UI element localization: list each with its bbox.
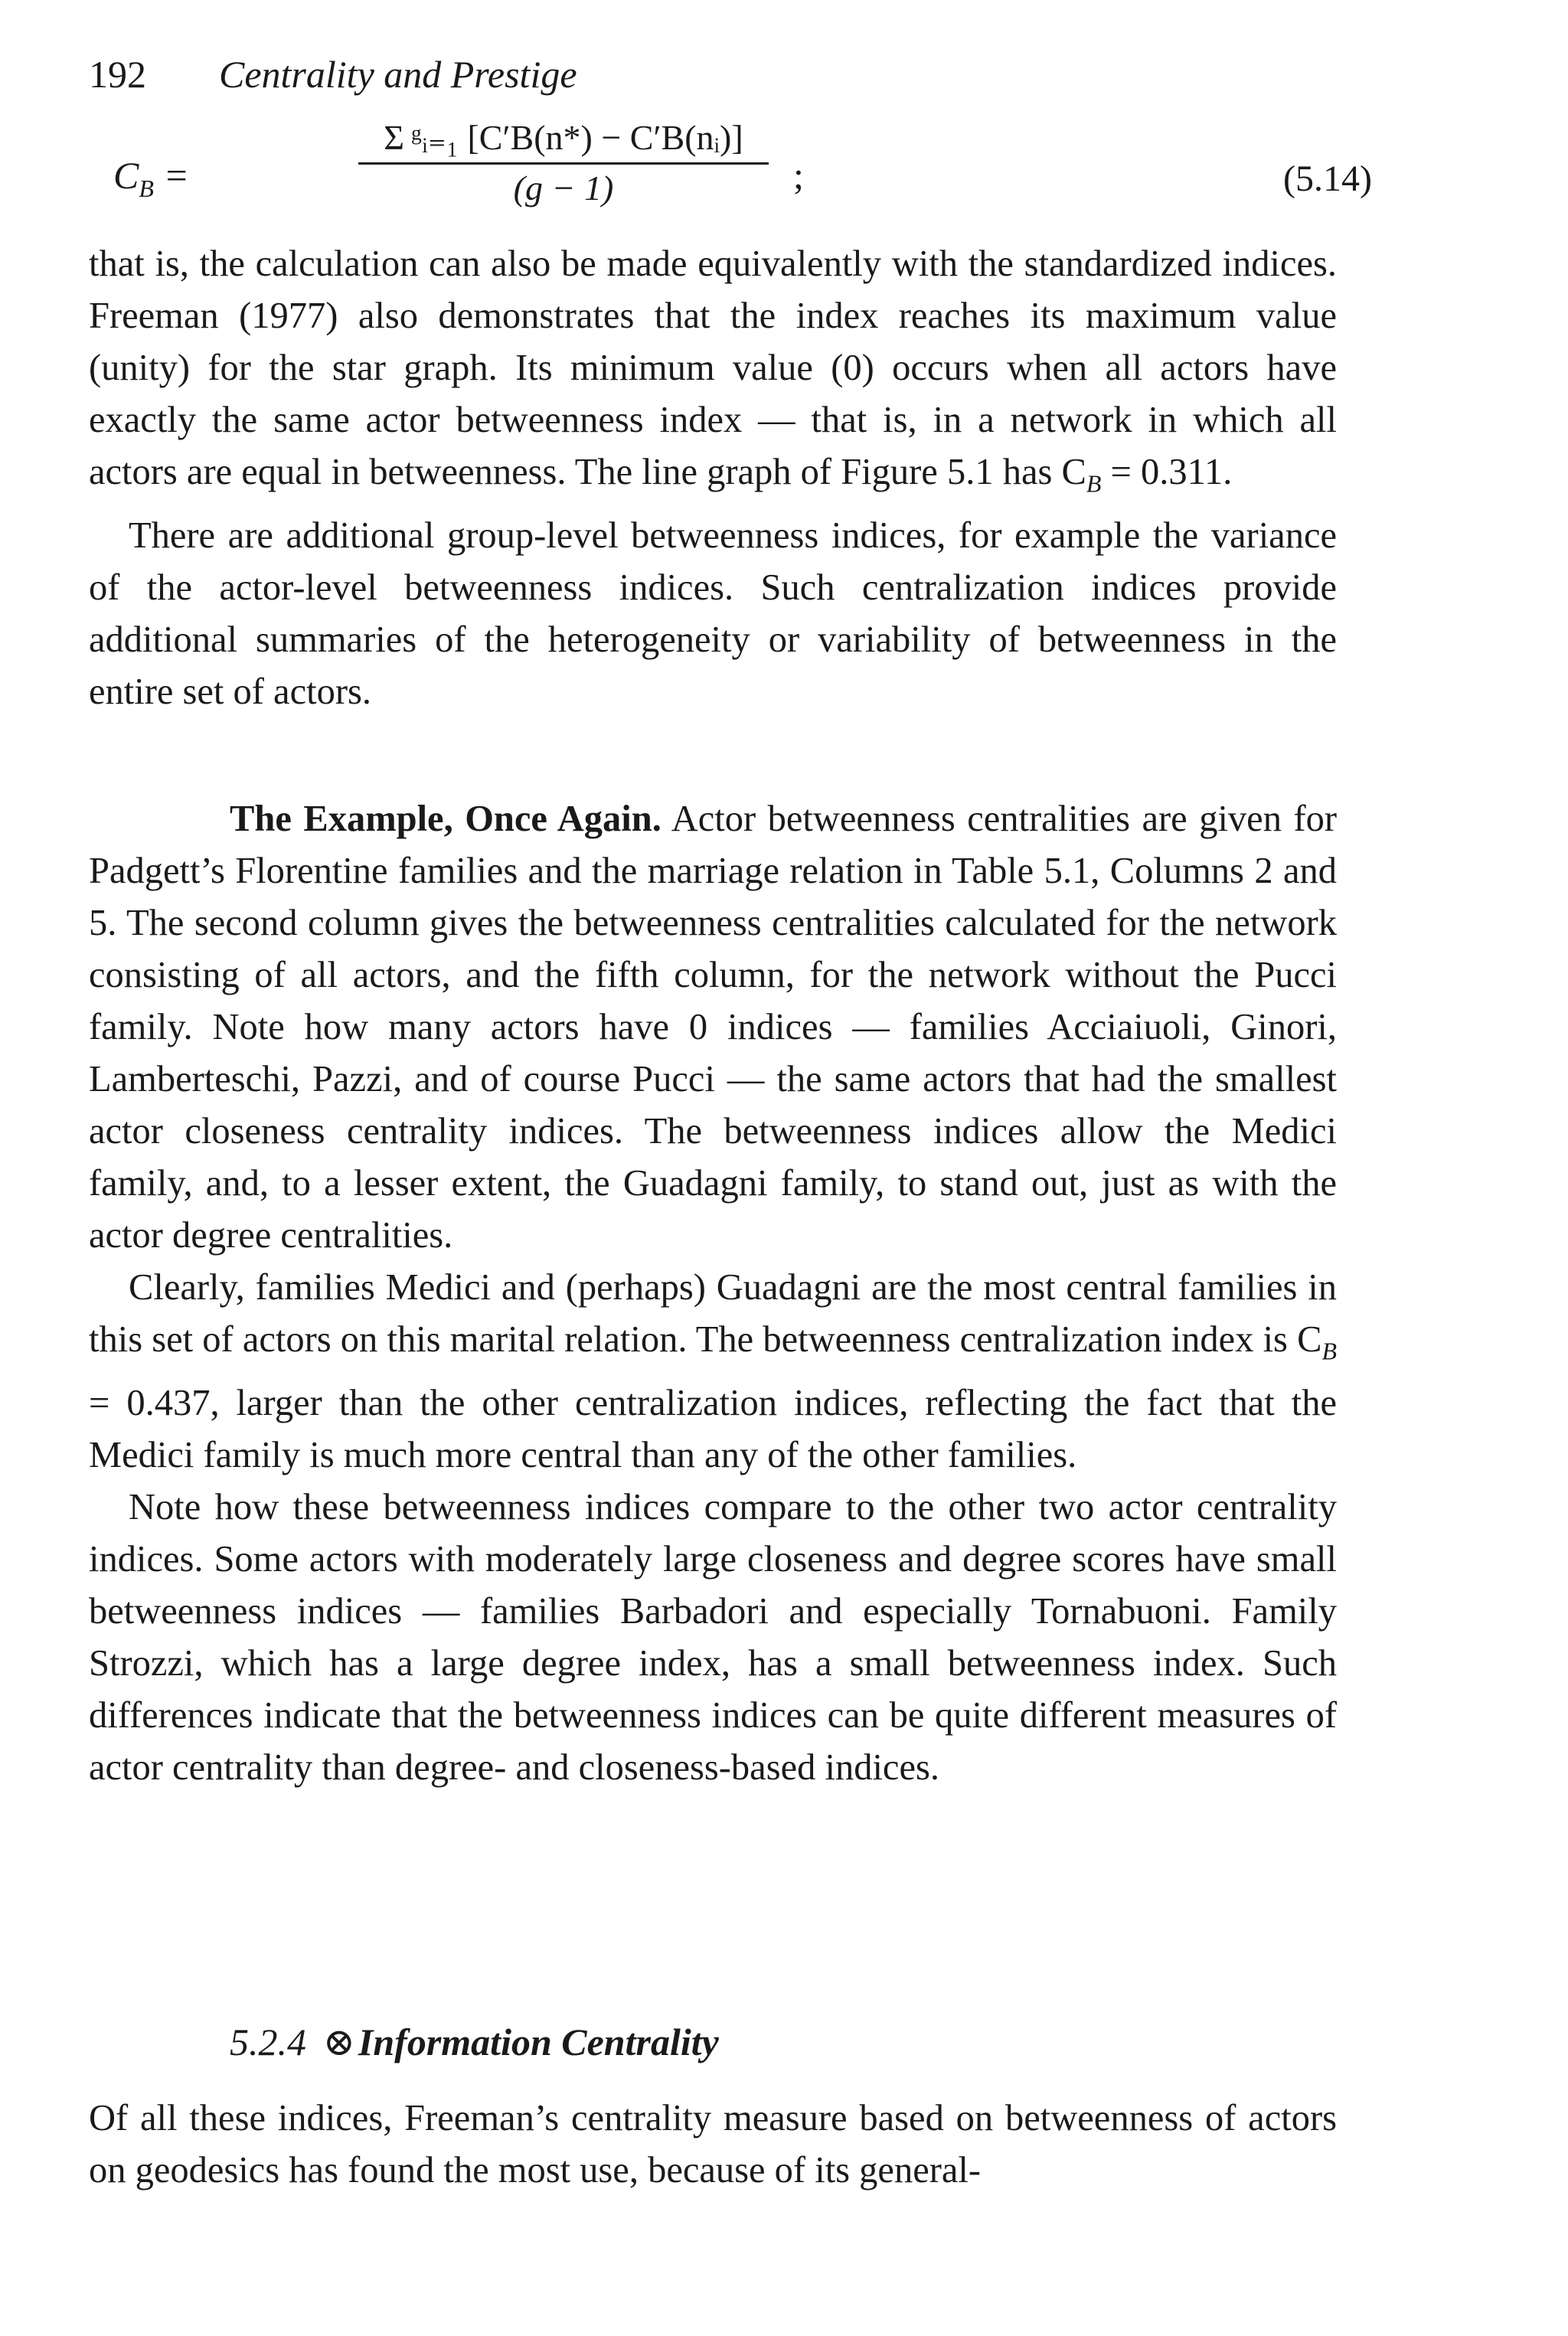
equation-fraction	[341, 115, 786, 212]
body-block-2	[89, 793, 1337, 1794]
equation-lhs: $C_B$ =	[113, 154, 190, 202]
equation-terminator: ;	[793, 154, 804, 197]
section-number: 5.2.4	[230, 2021, 306, 2063]
equation-numerator: Σ ᵍᵢ₌₁ [C′B(n*) − C′B(nᵢ)]	[384, 118, 743, 157]
section-heading	[230, 2015, 719, 2069]
equation-number: (5.14)	[1283, 158, 1372, 199]
equation-denominator: (g − 1)	[513, 168, 614, 207]
otimes-icon: ⊗	[323, 2021, 355, 2063]
equation-5-14	[89, 115, 1372, 222]
paragraph-group-level: There are additional group-level betweenness indices, for example the variance of the actor-level betweenness indices. Such centralization indices provide additional summaries of the heterogeneity or variability of betweenness in the entire set of actors.	[89, 515, 1337, 712]
page-number: 192	[89, 53, 146, 96]
body-block-3	[89, 2093, 1337, 2197]
paragraph-final: Of all these indices, Freeman’s centrality measure based on betweenness of actors on geodesics has found the most use, because of its general-	[89, 2098, 1337, 2191]
run-in-heading: The Example, Once Again.	[230, 799, 662, 839]
paragraph-standardized: that is, the calculation can also be made equivalently with the standardized indices. Freeman (1977) also demonstrates that the index reaches its maximum value (unity) for the star graph. Its minimum value (0) occurs when all actors have exactly the same actor betweenness index — that is, in a network in which all actors are equal in betweenness. The line graph of Figure 5.1 has $C_B = 0.311$.	[89, 243, 1337, 498]
paragraph-example: The Example, Once Again. Actor betweenness centralities are given for Padgett’s Florentine families and the marriage relation in Table 5.1, Columns 2 and 5. The second column gives the betweenness centralities calculated for the network consisting of all actors, and the fifth column, for the network without the Pucci family. Note how many actors have 0 indices — families Acciaiuoli, Ginori, Lamberteschi, Pazzi, and of course Pucci — the same actors that had the smallest actor closeness centrality indices. The betweenness indices allow the Medici family, and, to a lesser extent, the Guadagni family, to stand out, just as with the actor degree centralities.	[89, 799, 1337, 1256]
paragraph-clearly: Clearly, families Medici and (perhaps) Guadagni are the most central families in this set of actors on this marital relation. The betweenness centralization index is $C_B = 0.437$, larger than the other centralization indices, reflecting the fact that the Medici family is much more central than any of the other families.	[89, 1267, 1337, 1475]
body-block-1	[89, 238, 1337, 718]
paragraph-compare: Note how these betweenness indices compare to the other two actor centrality indices. Some actors with moderately large closeness and degree scores have small betweenness indices — families Barbadori and especially Tornabuoni. Family Strozzi, which has a large degree index, has a small betweenness index. Such differences indicate that the betweenness indices can be quite different measures of actor centrality than degree- and closeness-based indices.	[89, 1486, 1337, 1788]
section-title: Information Centrality	[358, 2021, 719, 2063]
running-head	[89, 47, 577, 101]
running-title: Centrality and Prestige	[219, 53, 577, 96]
